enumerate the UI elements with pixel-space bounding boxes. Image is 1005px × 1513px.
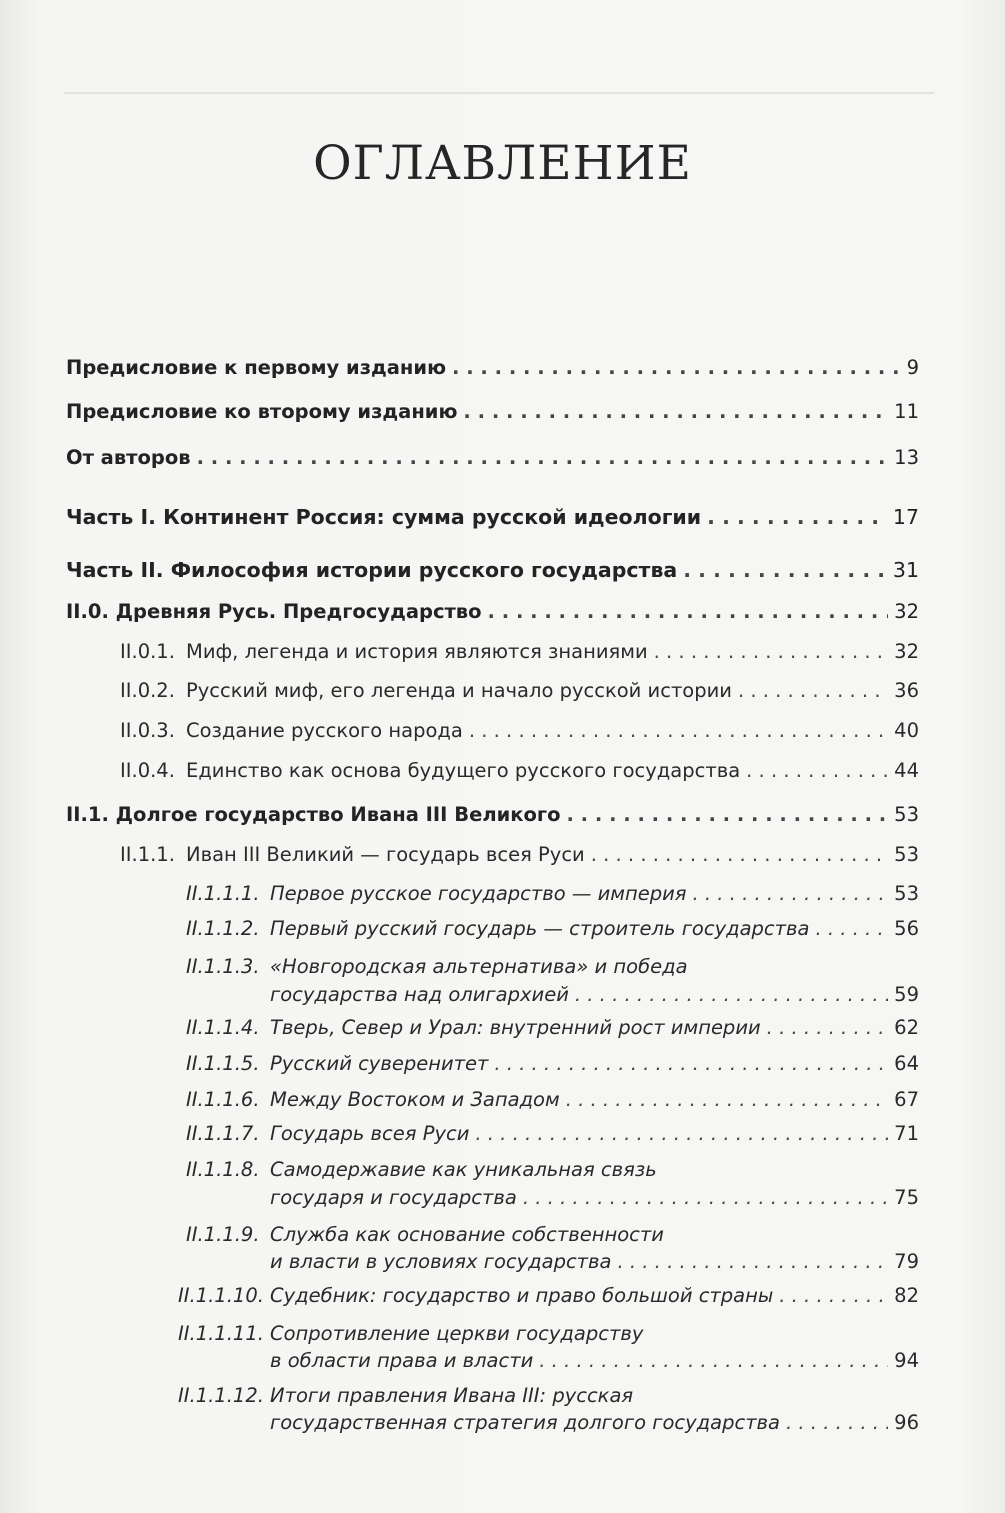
subitem-code: II.1.1.1. bbox=[186, 882, 260, 905]
leader-dots bbox=[475, 1122, 888, 1145]
leader-dots bbox=[452, 356, 901, 379]
item-page: 32 bbox=[894, 640, 919, 663]
page-title: ОГЛАВЛЕНИЕ bbox=[313, 136, 692, 191]
item-code: II.0.2. bbox=[120, 679, 175, 702]
subitem-title: Судебник: государство и право большой страны bbox=[270, 1284, 774, 1307]
subitem-code: II.1.1.3. bbox=[186, 955, 260, 978]
subitem-title: государства над олигархией bbox=[270, 983, 569, 1006]
subitem-page: 53 bbox=[894, 882, 919, 905]
entry-title: Предисловие к первому изданию bbox=[66, 356, 447, 379]
section-page: 32 bbox=[894, 600, 919, 623]
subitem-title-line1: Служба как основание собственности bbox=[270, 1223, 664, 1246]
subitem-code: II.1.1.8. bbox=[186, 1158, 260, 1181]
leader-dots bbox=[654, 640, 889, 663]
subitem-title: Русский суверенитет bbox=[270, 1052, 489, 1075]
entry-page: 13 bbox=[894, 446, 919, 469]
section-title: II.0. Древняя Русь. Предгосударство bbox=[66, 600, 482, 623]
section-page: 53 bbox=[894, 803, 919, 826]
leader-dots bbox=[591, 843, 888, 866]
leader-dots bbox=[494, 1052, 888, 1075]
leader-dots bbox=[469, 719, 888, 742]
leader-dots bbox=[197, 446, 889, 469]
subitem-code: II.1.1.12. bbox=[178, 1384, 264, 1407]
part-page: 31 bbox=[892, 558, 919, 582]
leader-dots bbox=[523, 1186, 888, 1209]
subitem-page: 64 bbox=[894, 1052, 919, 1075]
leader-dots bbox=[767, 1016, 889, 1039]
item-code: II.0.3. bbox=[120, 719, 175, 742]
item-page: 53 bbox=[894, 843, 919, 866]
subitem-title-line1: «Новгородская альтернатива» и победа bbox=[270, 955, 688, 978]
subitem-page: 62 bbox=[894, 1016, 919, 1039]
subitem-page: 96 bbox=[894, 1411, 919, 1434]
item-page: 40 bbox=[894, 719, 919, 742]
item-page: 36 bbox=[894, 679, 919, 702]
leader-dots bbox=[539, 1349, 888, 1372]
subitem-page: 94 bbox=[894, 1349, 919, 1372]
subitem-page: 59 bbox=[894, 983, 919, 1006]
item-title: Иван III Великий — государь всея Руси bbox=[186, 843, 585, 866]
part-title: Часть I. Континент Россия: сумма русской идеологии bbox=[66, 505, 702, 529]
subitem-page: 67 bbox=[894, 1088, 919, 1111]
subitem-page: 71 bbox=[894, 1122, 919, 1145]
entry-title: Предисловие ко второму изданию bbox=[66, 400, 458, 423]
subitem-title: Государь всея Руси bbox=[270, 1122, 470, 1145]
subitem-title-line1: Самодержавие как уникальная связь bbox=[270, 1158, 657, 1181]
leader-dots bbox=[746, 759, 888, 782]
subitem-code: II.1.1.5. bbox=[186, 1052, 260, 1075]
leader-dots bbox=[683, 558, 887, 582]
leader-dots bbox=[575, 983, 888, 1006]
subitem-title: государственная стратегия долгого государства bbox=[270, 1411, 780, 1434]
subitem-code: II.1.1.2. bbox=[186, 917, 260, 940]
entry-title: От авторов bbox=[66, 446, 191, 469]
leader-dots bbox=[738, 679, 888, 702]
subitem-page: 56 bbox=[894, 917, 919, 940]
item-code: II.0.4. bbox=[120, 759, 175, 782]
subitem-title-line1: Итоги правления Ивана III: русская bbox=[270, 1384, 634, 1407]
subitem-code: II.1.1.6. bbox=[186, 1088, 260, 1111]
subitem-code: II.1.1.10. bbox=[178, 1284, 264, 1307]
leader-dots bbox=[779, 1284, 888, 1307]
entry-page: 9 bbox=[906, 356, 919, 379]
leader-dots bbox=[488, 600, 889, 623]
item-title: Миф, легенда и история являются знаниями bbox=[186, 640, 648, 663]
subitem-page: 75 bbox=[894, 1186, 919, 1209]
subitem-code: II.1.1.11. bbox=[178, 1322, 264, 1345]
subitem-title: и власти в условиях государства bbox=[270, 1250, 612, 1273]
item-title: Создание русского народа bbox=[186, 719, 463, 742]
leader-dots bbox=[566, 803, 888, 826]
subitem-page: 79 bbox=[894, 1250, 919, 1273]
leader-dots bbox=[566, 1088, 888, 1111]
subitem-title: Первый русский государь — строитель государства bbox=[270, 917, 810, 940]
leader-dots bbox=[463, 400, 888, 423]
subitem-title: Между Востоком и Западом bbox=[270, 1088, 560, 1111]
subitem-code: II.1.1.4. bbox=[186, 1016, 260, 1039]
leader-dots bbox=[707, 505, 887, 529]
subitem-code: II.1.1.9. bbox=[186, 1223, 260, 1246]
leader-dots bbox=[617, 1250, 888, 1273]
subitem-title: Первое русское государство — империя bbox=[270, 882, 687, 905]
subitem-title: Тверь, Север и Урал: внутренний рост империи bbox=[270, 1016, 761, 1039]
entry-page: 11 bbox=[894, 400, 919, 423]
part-title: Часть II. Философия истории русского государства bbox=[66, 558, 678, 582]
item-title: Единство как основа будущего русского государства bbox=[186, 759, 741, 782]
item-code: II.1.1. bbox=[120, 843, 175, 866]
leader-dots bbox=[786, 1411, 888, 1434]
leader-dots bbox=[692, 882, 888, 905]
subitem-title-line1: Сопротивление церкви государству bbox=[270, 1322, 644, 1345]
subitem-page: 82 bbox=[894, 1284, 919, 1307]
item-title: Русский миф, его легенда и начало русской истории bbox=[186, 679, 732, 702]
part-page: 17 bbox=[892, 505, 919, 529]
subitem-title: государя и государства bbox=[270, 1186, 517, 1209]
subitem-code: II.1.1.7. bbox=[186, 1122, 260, 1145]
item-page: 44 bbox=[894, 759, 919, 782]
leader-dots bbox=[815, 917, 888, 940]
item-code: II.0.1. bbox=[120, 640, 175, 663]
subitem-title: в области права и власти bbox=[270, 1349, 534, 1372]
section-title: II.1. Долгое государство Ивана III Великого bbox=[66, 803, 561, 826]
